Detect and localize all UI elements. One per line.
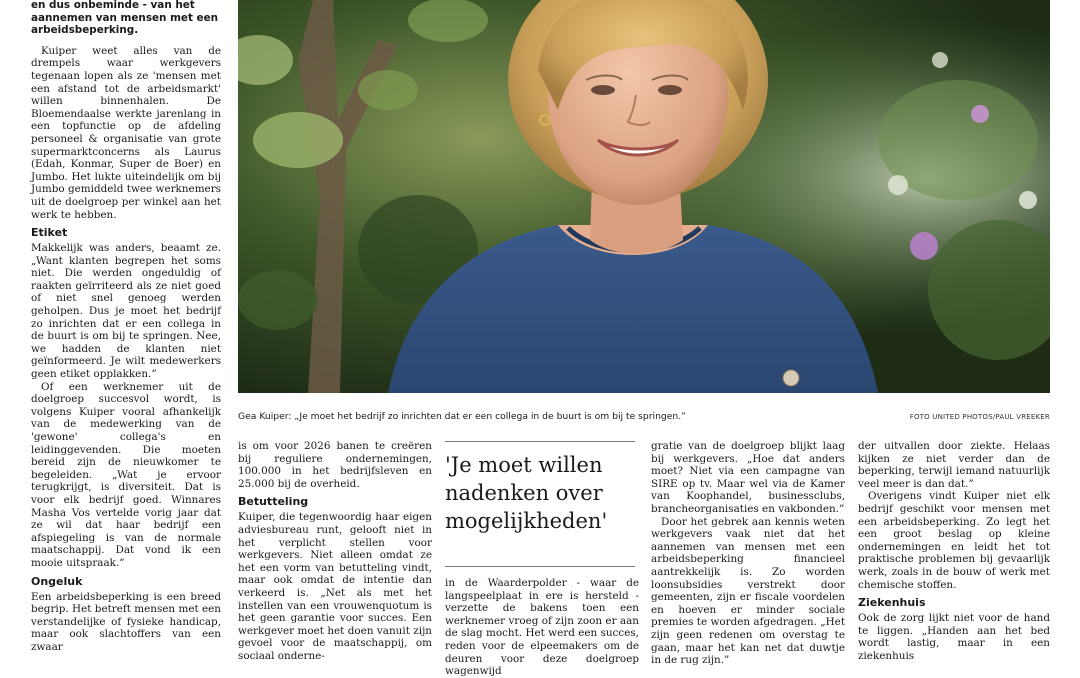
pullquote-rule-bottom [445,566,635,567]
article-column-2 [238,440,432,663]
paragraph-gebrek-kennis: Door het gebrek aan kennis weten werkgevers vaak niet dat het aannemen van mensen met een arbeidsbeperking financieel aantrekkelijk is. Zo worden loonsubsidies verstrekt door gemeenten, zijn er fiscale voordelen en hoeven er minder sociale premies te worden afgedragen. „Het zijn geen redenen om overstag te gaan, maar het kan net dat duwtje in de rug zijn.” [651,515,845,667]
portrait-illustration [238,0,1050,393]
article-column-5 [858,440,1050,663]
subheading-ongeluk: Ongeluk [31,574,83,588]
pullquote: 'Je moet willen nadenken over mogelijkheden' [445,453,608,533]
caption-name: Gea Kuiper: [238,411,292,422]
paragraph-drempels: Kuiper weet alles van de drempels waar werkgevers tegenaan lopen als ze 'mensen met een afstand tot de arbeidsmarkt' willen binnenhalen. De Bloemendaalse werkte jarenlang in een topfunctie op de afdeling personeel & organisatie van grote supermarktconcerns als Laurus (Edah, Konmar, Super de Boer) en Jumbo. Het lukte uiteindelijk om bij Jumbo gemiddeld twee werknemers uit de doelgroep per winkel aan het werk te hebben. [31,44,221,221]
subheading-etiket: Etiket [31,226,68,240]
paragraph-ziekte: der uitvallen door ziekte. Helaas kijken ze niet verder dan de beperking, terwijl iemand natuurlijk veel meer is dan dat.” [858,440,1050,490]
paragraph-doelgroep: Of een werknemer uit de doelgroep succesvol wordt, is volgens Kuiper vooral afhankelijk van de medewerking van de 'gewone' collega's en leidinggevenden. Die moeten bereid zijn de nieuwkomer te begeleiden. „Wat je ervoor terugkrijgt, is diversiteit. Dat is voor elk bedrijf goed. Winnares Masha Vos vertelde vorig jaar dat ze wil dat haar bedrijf een afspiegeling is van de normale maatschappij. Dat vond ik een mooie uitspraak.” [31,380,221,569]
subheading-betutteling: Betutteling [238,495,309,509]
paragraph-waarderpolder: in de Waarderpolder - waar de langspeelplaat in ere is hersteld - verzette de bakens toen een werknemer vroeg of zijn zoon er aan de slag mocht. Het werd een succes, reden voor de elpeemakers om de deuren voor deze doelgroep wagenwijd [445,577,639,678]
article-column-4 [651,440,845,667]
article-column-3 [445,577,639,678]
paragraph-overigens: Overigens vindt Kuiper niet elk bedrijf geschikt voor mensen met een arbeidsbeperking. Zo legt het een groot beslag op kleine ondernemingen en leidt het tot praktische problemen bij gevaarlijk werk, zoals in de bouw of werk met chemische stoffen. [858,490,1050,591]
lead-paragraph: en dus onbeminde - van het aannemen van mensen met een arbeidsbeperking. [31,0,219,37]
paragraph-zorg: Ook de zorg lijkt niet voor de hand te liggen. „Handen aan het bed wordt lastig, maar in een ziekenhuis [858,612,1050,662]
caption-quote: „Je moet het bedrijf zo inrichten dat er een collega in de buurt is om bij te springen.” [291,411,686,422]
paragraph-arbeidsbeperking: Een arbeidsbeperking is een breed begrip. Het betreft mensen met een verstandelijke of fysieke handicap, maar ook slachtoffers van een zwaar [31,590,221,653]
paragraph-kuiper-advies: Kuiper, die tegenwoordig haar eigen adviesbureau runt, gelooft niet in het verplicht stellen voor werkgevers. Niet alleen omdat ze het een vorm van betutteling vindt, maar ook omdat de intentie dan verkeerd is. „Net als met het instellen van een vrouwenquotum is het geen garantie voor succes. Een werkgever moet het doen vanuit zijn gevoel voor de maatschappij, om sociaal onderne- [238,511,432,662]
portrait-photo [238,0,1050,393]
paragraph-integratie: gratie van de doelgroep blijkt laag bij werkgevers. „Hoe dat anders moet? Niet via een campagne van SIRE op tv. Maar wel via de Kamer van Koophandel, businessclubs, brancheorganisaties en vakbonden.” [651,440,845,515]
paragraph-banen: is om voor 2026 banen te creëren bij reguliere ondernemingen, 100.000 in het bedrijfsleven en 25.000 bij de overheid. [238,440,432,490]
photo-credit: FOTO UNITED PHOTOS/PAUL VREEKER [909,413,1050,421]
article-column-1 [31,0,221,654]
subheading-ziekenhuis: Ziekenhuis [858,596,926,610]
pullquote-rule-top [445,441,635,442]
paragraph-makkelijk: Makkelijk was anders, beaamt ze. „Want klanten begrepen het soms niet. Die werden ongeduldig of raakten geïrriteerd als ze niet goed of niet snel genoeg werden geholpen. Dus je moet het bedrijf zo inrichten dat er een collega in de buurt is om bij te springen. Nee, we hadden de klanten niet geïnformeerd. Je wilt medewerkers geen etiket opplakken.” [31,242,221,381]
